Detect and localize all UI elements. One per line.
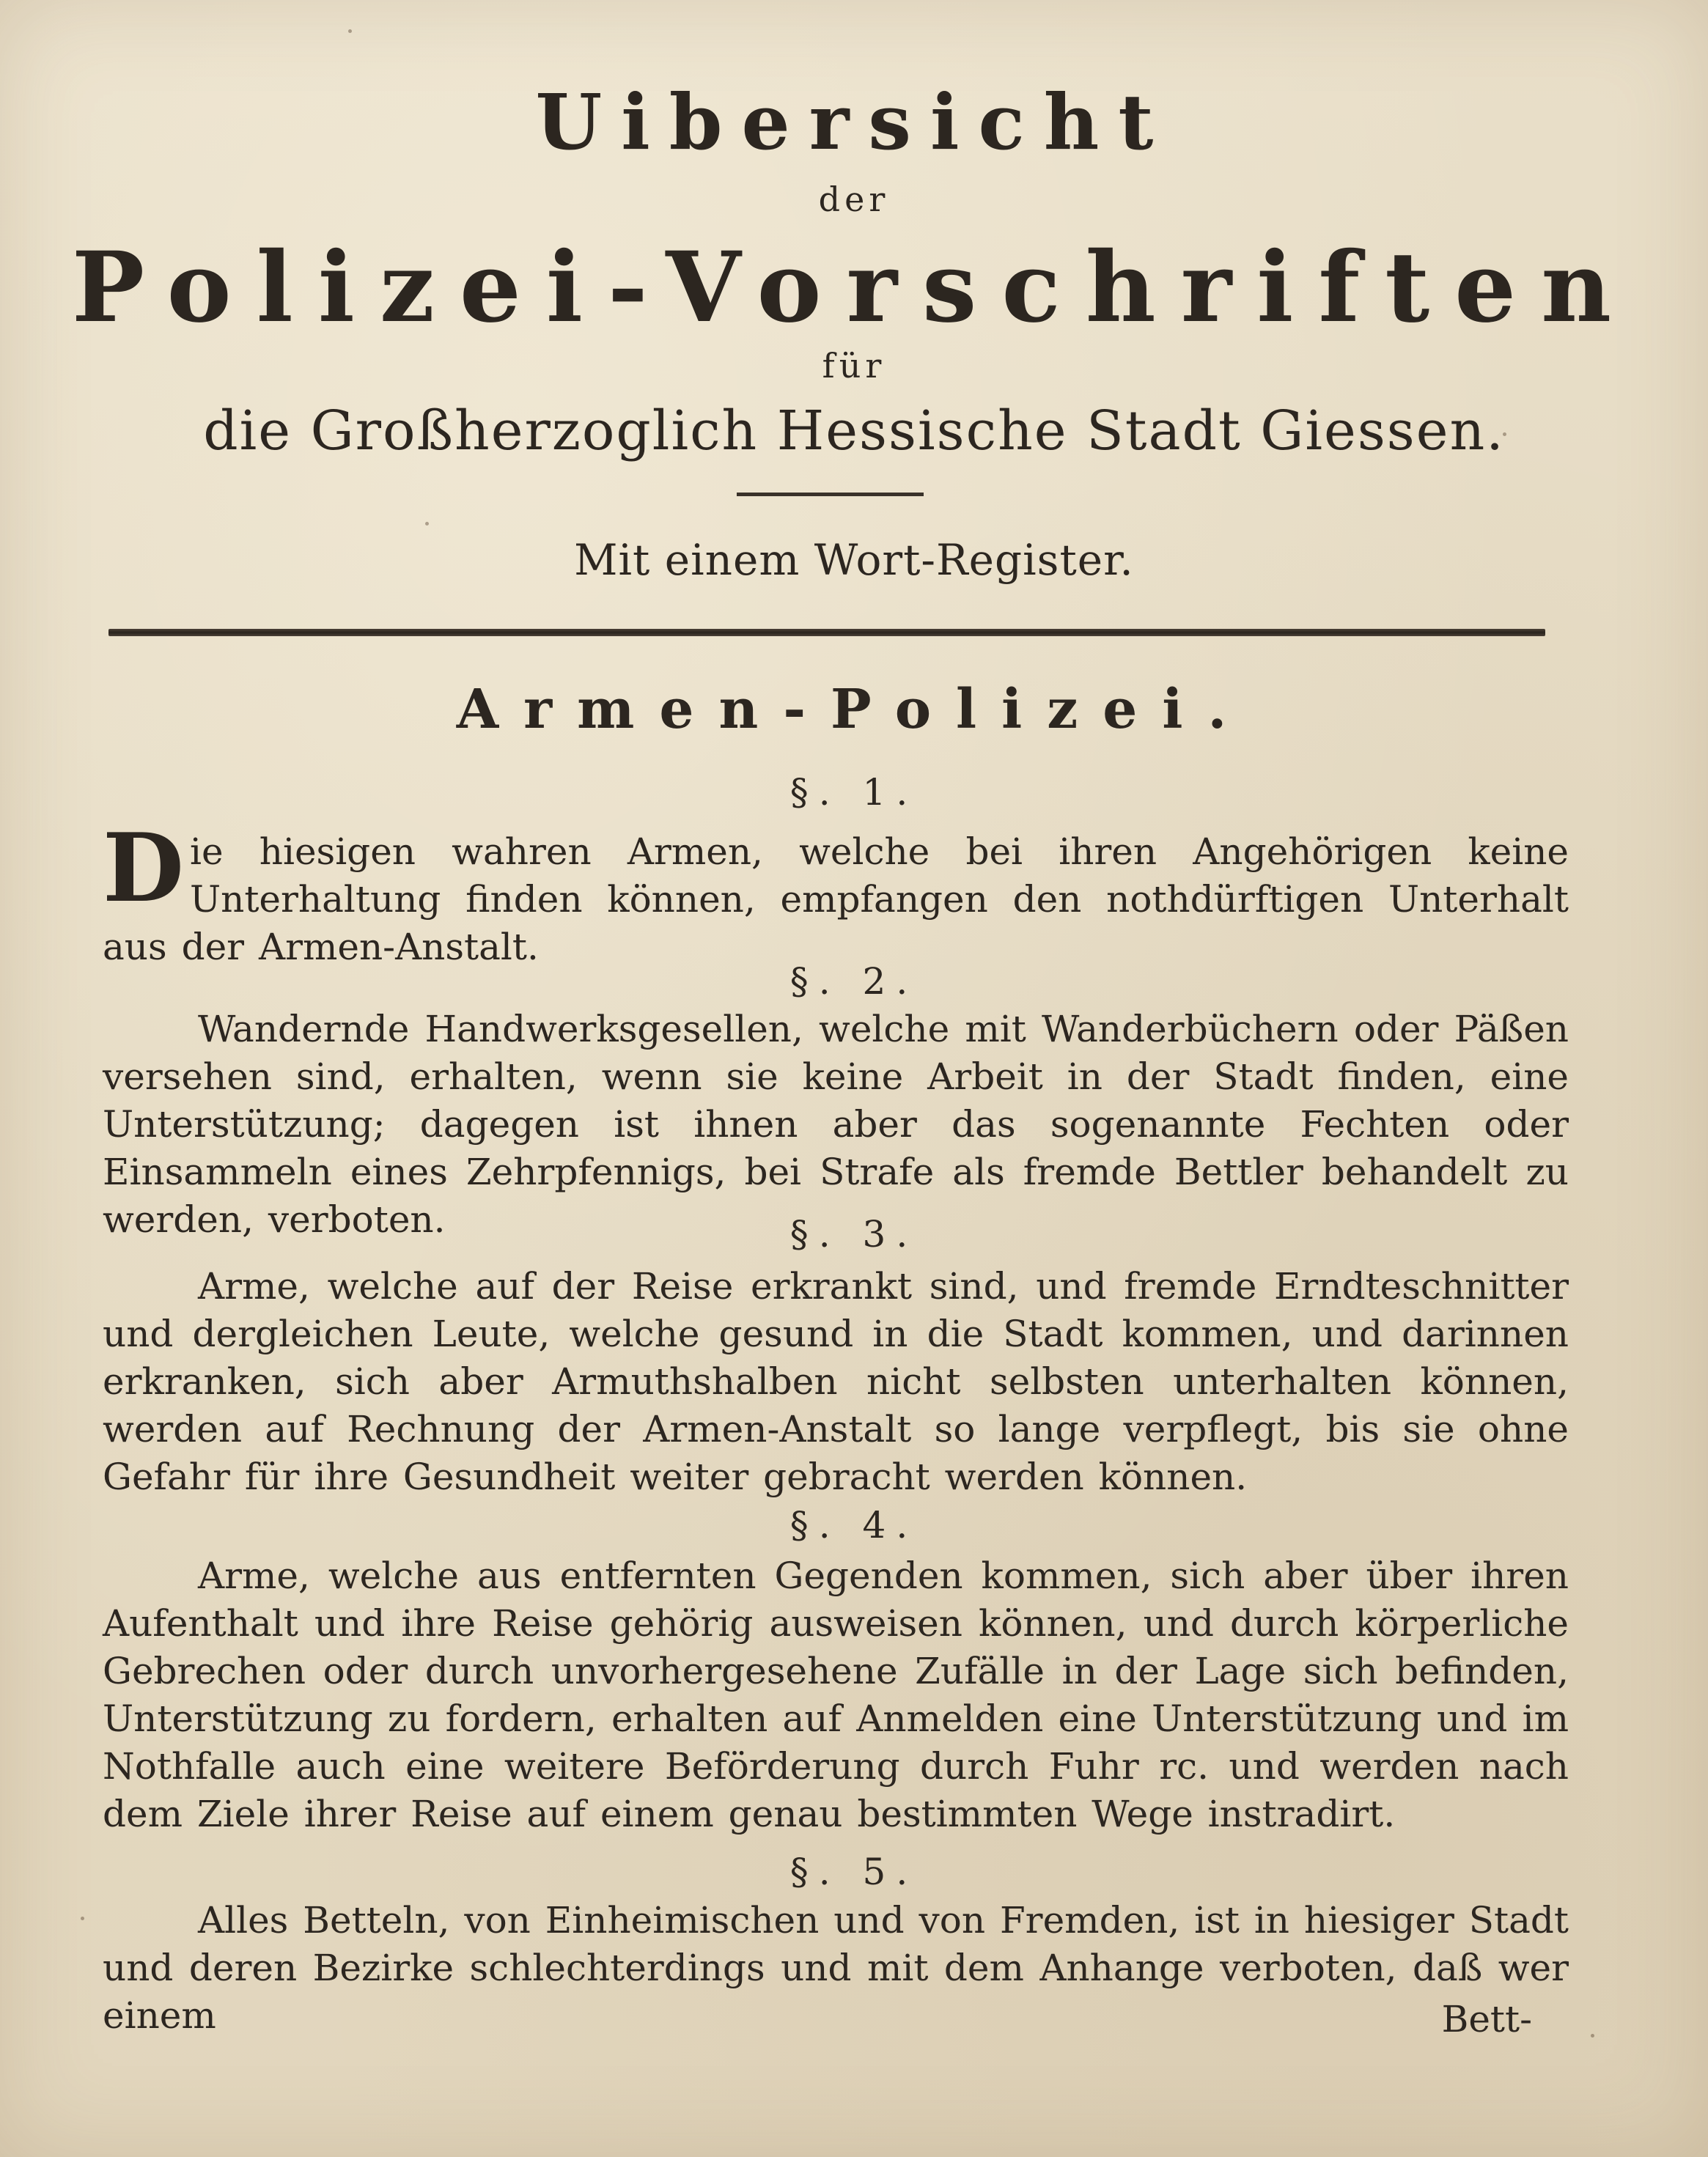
title-connector-fuer: für (822, 346, 886, 386)
paragraph-sign-5: §. 5. (789, 1851, 919, 1893)
paper-speck (348, 29, 352, 33)
paper-speck (81, 1917, 84, 1920)
paragraph-sign-1: §. 1. (789, 771, 919, 814)
paragraph-4: Arme, welche aus entfernten Gegenden kommen, sich aber über ihren Aufenthalt und ihre Reise gehörig ausweisen können, und durch körperliche Gebrechen oder durch unvorhergesehene Zufälle in der Lage sich befinden, Unterstützung zu fordern, erhalten auf Anmelden eine Unterstützung und im Nothfalle auch eine weitere Beförderung durch Fuhr rc. und werden nach dem Ziele ihrer Reise auf einem genau bestimmten Wege instradirt. (103, 1555, 1569, 1835)
main-title: Polizei-Vorschriften (71, 231, 1637, 344)
title-connector-der: der (818, 180, 890, 219)
drop-cap: D (103, 814, 184, 923)
paragraph-2: Wandernde Handwerksgesellen, welche mit Wanderbüchern oder Päßen versehen sind, erhalten, wenn sie keine Arbeit in der Stadt finden, eine Unterstützung; dagegen ist ihnen aber das sogenannte Fechten oder Einsammeln eines Zehrpfennigs, bei Strafe als fremde Bettler behandelt zu werden, verboten. (103, 1008, 1569, 1241)
paper-speck (1503, 432, 1506, 436)
paragraph-5: Alles Betteln, von Einheimischen und von Fremden, ist in hiesiger Stadt und deren Bezirke schlechterdings und mit dem Anhange verboten, daß wer einem (103, 1899, 1569, 2037)
register-subtitle: Mit einem Wort-Register. (574, 535, 1134, 585)
paper-speck (1591, 2034, 1594, 2038)
paragraph-1-text: ie hiesigen wahren Armen, welche bei ihren Angehörigen keine Unterhaltung finden können, empfangen den nothdürftigen Unterhalt aus der Armen-Anstalt. (103, 830, 1569, 968)
document-title: Uibersicht (535, 77, 1173, 167)
paragraph-sign-2: §. 2. (789, 960, 919, 1003)
short-divider (737, 493, 924, 496)
paper-speck (425, 522, 429, 526)
paragraph-sign-4: §. 4. (789, 1504, 919, 1546)
paragraph-3: Arme, welche auf der Reise erkrankt sind, und fremde Erndteschnitter und dergleichen Leute, welche gesund in die Stadt kommen, und darinnen erkranken, sich aber Armuthshalben nicht selbsten unterhalten können, werden auf Rechnung der Armen-Anstalt so lange verpflegt, bis sie ohne Gefahr für ihre Gesundheit weiter gebracht werden können. (103, 1265, 1569, 1498)
thick-divider (108, 629, 1545, 636)
paragraph-1 (103, 814, 1569, 971)
paragraph-sign-3: §. 3. (789, 1213, 919, 1256)
city-title: die Großherzoglich Hessische Stadt Giessen. (203, 399, 1505, 462)
section-heading: Armen-Polizei. (456, 678, 1252, 741)
catchword: Bett- (1441, 1998, 1532, 2040)
